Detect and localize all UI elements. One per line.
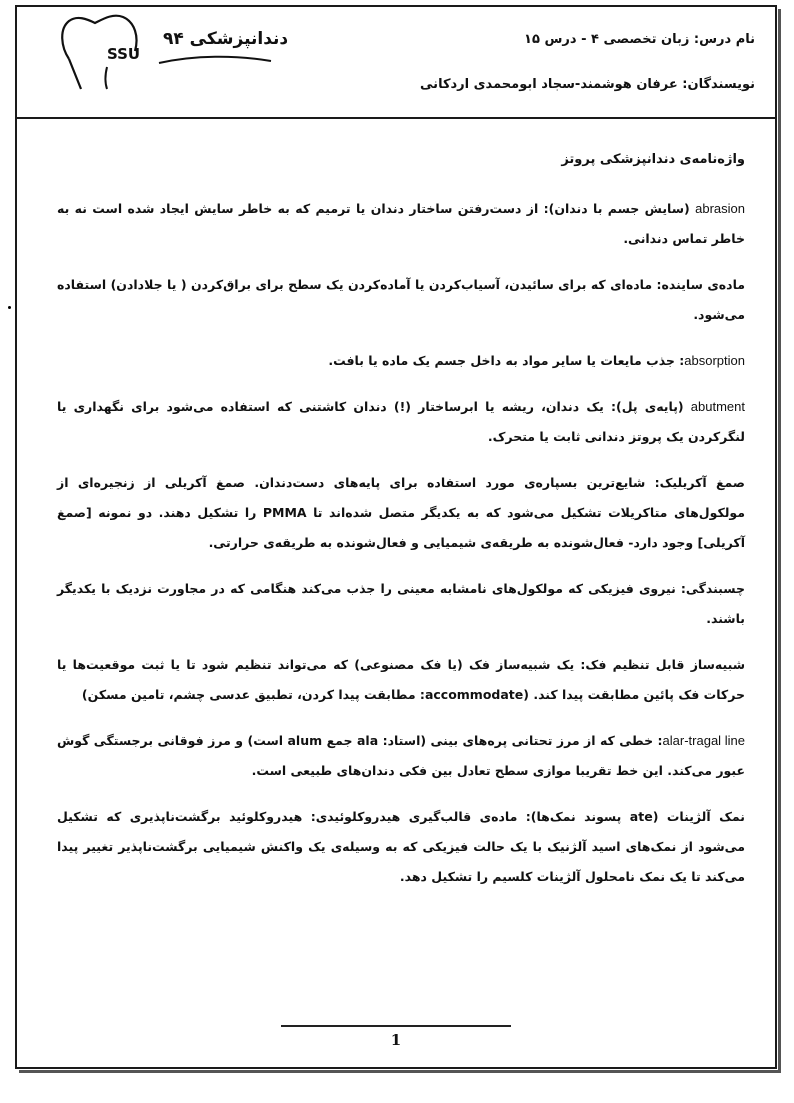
page-header (17, 7, 775, 119)
glossary-entry (57, 802, 745, 892)
entry-text: : خطی که از مرز تحتانی پره‌های بینی (استاد: ala جمع alum است) و مرز فوقانی برجستگی گوش عبور می‌کند. این خط تقریبا موازی سطح تعادل بین فکی دندان‌های طبیعی است. (57, 733, 745, 778)
entry-text: شبیه‌ساز قابل تنظیم فک: یک شبیه‌ساز فک (یا فک مصنوعی) که می‌تواند تنظیم شود تا یا ثبت موقعیت‌ها یا حرکات فک پائین مطابقت پیدا کند. (accommodate: مطابقت پیدا کردن، تطبیق عدسی چشم، تامین مسکن) (57, 657, 745, 702)
page-frame (15, 5, 777, 1069)
glossary-entry (57, 194, 745, 254)
authors: نویسندگان: عرفان هوشمند-سجاد ابومحمدی اردکانی (420, 77, 755, 92)
entry-text: (پایه‌ی پل): یک دندان، ریشه یا ابرساختار (!) دندان کاشتنی که استفاده می‌شود برای نگهداری یا لنگرکردن یک پروتز دندانی ثابت یا متحرک. (57, 399, 745, 444)
scan-speck (8, 306, 11, 309)
glossary-entry (57, 270, 745, 330)
page-number: 1 (390, 1031, 402, 1049)
glossary-entry (57, 346, 745, 376)
logo-abbr: SSU (107, 45, 141, 63)
entry-term: abutment (690, 399, 745, 414)
page-footer (17, 1025, 775, 1049)
glossary-entry (57, 650, 745, 710)
glossary-entry (57, 392, 745, 452)
glossary-heading: واژه‌نامه‌ی دندانپزشکی پروتز (561, 152, 745, 167)
glossary-entry (57, 726, 745, 786)
logo (55, 9, 289, 94)
entry-term: alar-tragal line (662, 733, 746, 748)
entry-text: ماده‌ی ساینده: ماده‌ای که برای سائیدن، آسیاب‌کردن یا آماده‌کردن یک سطح برای براق‌کردن ( یا جلادادن) استفاده می‌شود. (57, 277, 745, 322)
entry-text: : جذب مایعات یا سایر مواد به داخل جسم یک ماده یا بافت. (328, 353, 685, 368)
entry-text: چسبندگی: نیروی فیزیکی که مولکول‌های نامشابه معینی را جذب می‌کند هنگامی که در مجاورت نزدیک با یکدیگر باشند. (57, 581, 745, 626)
glossary-content (57, 152, 745, 908)
entry-term: absorption (684, 353, 745, 368)
course-title: نام درس: زبان تخصصی ۴ - درس ۱۵ (524, 32, 755, 47)
logo-underline (155, 49, 275, 69)
entry-text: (سایش جسم با دندان): از دست‌رفتن ساختار دندان یا ترمیم که به خاطر سایش ایجاد شده است نه به خاطر تماس دندانی. (57, 201, 745, 246)
glossary-entry (57, 574, 745, 634)
entry-text: نمک آلژینات (ate پسوند نمک‌ها): ماده‌ی قالب‌گیری هیدروکلوئیدی: هیدروکلوئید برگشت‌ناپذیری که تشکیل می‌شود از نمک‌های اسید آلژنیک با یک حالت فیزیکی که به وسیله‌ی یک واکنش شیمیایی برگشت‌ناپذیر تغییر پیدا می‌کند تا یک نمک نامحلول آلژینات کلسیم را تشکیل دهد. (57, 809, 745, 884)
footer-rule (281, 1025, 511, 1027)
logo-title: دندانپزشکی ۹۴ (163, 29, 289, 49)
entry-text: صمغ آکریلیک: شایع‌ترین بسپاره‌ی مورد استفاده برای پایه‌های دست‌دندان. صمغ آکریلی از زنجیره‌ای از مولکول‌های متاکریلات تشکیل می‌شود که به یکدیگر متصل شده‌اند تا PMMA را تشکیل دهند. دو نمونه [صمغ آکریلی] وجود دارد- فعال‌شونده به طریقه‌ی شیمیایی و فعال‌شونده به طریقه‌ی حرارتی. (57, 475, 745, 550)
entry-term: abrasion (695, 201, 745, 216)
glossary-entry (57, 468, 745, 558)
